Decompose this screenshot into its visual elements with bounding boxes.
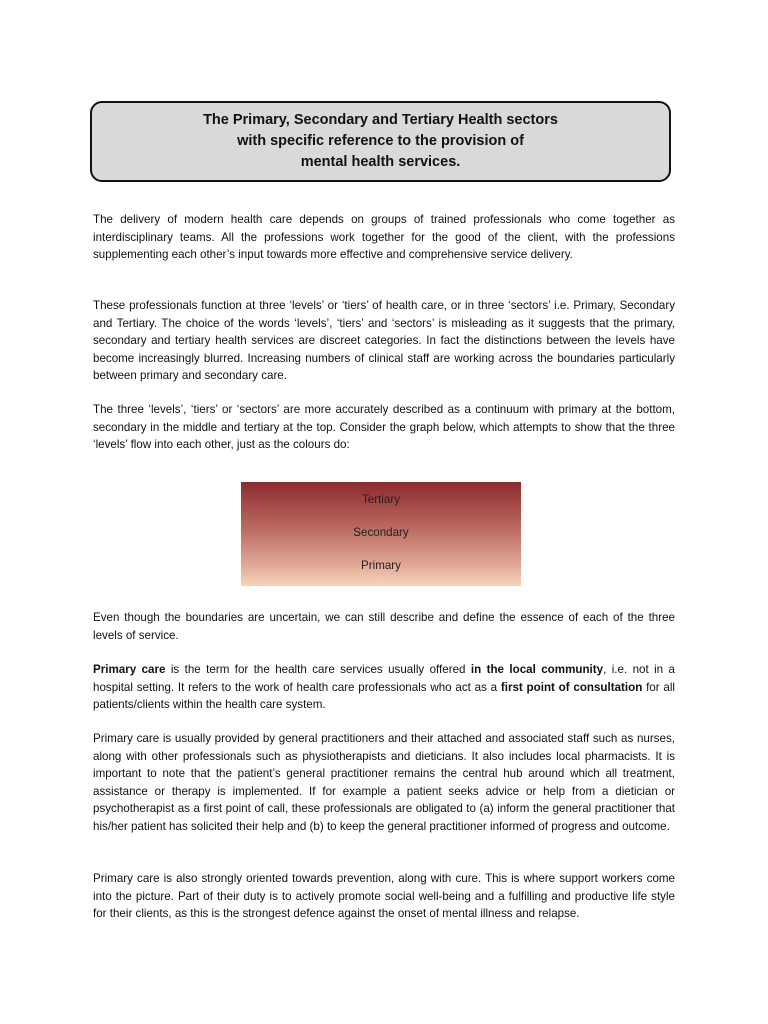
paragraph-boundaries: Even though the boundaries are uncertain, we can still describe and define the essence of each of the three levels of service.: [93, 611, 675, 642]
paragraph-levels: These professionals function at three ‘levels’ or ‘tiers’ of health care, or in three ‘sectors’ i.e. Primary, Secondary and Tertiary. The choice of the words ‘levels’, ‘tiers’ and ‘sectors’ is misleading as it suggests that the primary, secondary and tertiary health services are discreet categories. In fact the distinctions between the levels have become increasingly blurred. Increasing numbers of clinical staff are working across the boundaries particularly between primary and secondary care.: [93, 299, 675, 383]
level-label-primary: Primary: [361, 559, 401, 572]
paragraph-primary-care-providers: Primary care is usually provided by general practitioners and their attached and associated staff such as nurses, along with other professionals such as physiotherapists and dieticians. It also includes local pharmacists. It is important to note that the patient’s general practitioner remains the central hub around which all treatment, assistance or therapy is implemented. If for example a patient seeks advice or help from a dietician or psychotherapist as a first point of call, these professionals are obligated to (a) inform the general practitioner that his/her patient has solicited their help and (b) to keep the general practitioner informed of progress and outcome.: [93, 732, 675, 833]
primary-care-text-1: is the term for the health care services usually offered: [165, 663, 471, 676]
level-label-secondary: Secondary: [353, 526, 409, 539]
title-line-3: mental health services.: [300, 154, 461, 170]
levels-gradient-graphic: [241, 482, 521, 586]
first-point-term: first point of consultation: [500, 680, 643, 694]
level-label-tertiary: Tertiary: [361, 493, 400, 506]
paragraph-prevention: Primary care is also strongly oriented towards prevention, along with cure. This is where support workers come into the picture. Part of their duty is to actively promote social well-being and a fulfilling and productive life style for their clients, as this is the strongest defence against the onset of mental illness and relapse.: [93, 872, 675, 921]
paragraph-primary-care-definition: [93, 661, 675, 714]
paragraph-intro: The delivery of modern health care depends on groups of trained professionals who come together as interdisciplinary teams. All the professions work together for the good of the client, with the professions supplementing each other’s input towards more effective and comprehensive service delivery.: [93, 213, 675, 262]
title-box: [90, 101, 671, 182]
primary-care-term: Primary care: [93, 663, 166, 676]
title-line-2: with specific reference to the provision of: [237, 133, 524, 149]
paragraph-continuum: The three ‘levels’, ‘tiers’ or ‘sectors’ are more accurately described as a continuum with primary at the bottom, secondary in the middle and tertiary at the top. Consider the graph below, which attempts to show that the three ‘levels’ flow into each other, just as the colours do:: [93, 403, 675, 452]
title-line-1: The Primary, Secondary and Tertiary Health sectors: [203, 112, 558, 128]
local-community-term: in the local community: [470, 663, 604, 676]
primary-care-text-3: for all patients/clients within the health care system.: [93, 680, 675, 712]
primary-care-text-2: , i.e. not in a hospital setting. It refers to the work of health care professionals who act as a: [93, 663, 675, 694]
